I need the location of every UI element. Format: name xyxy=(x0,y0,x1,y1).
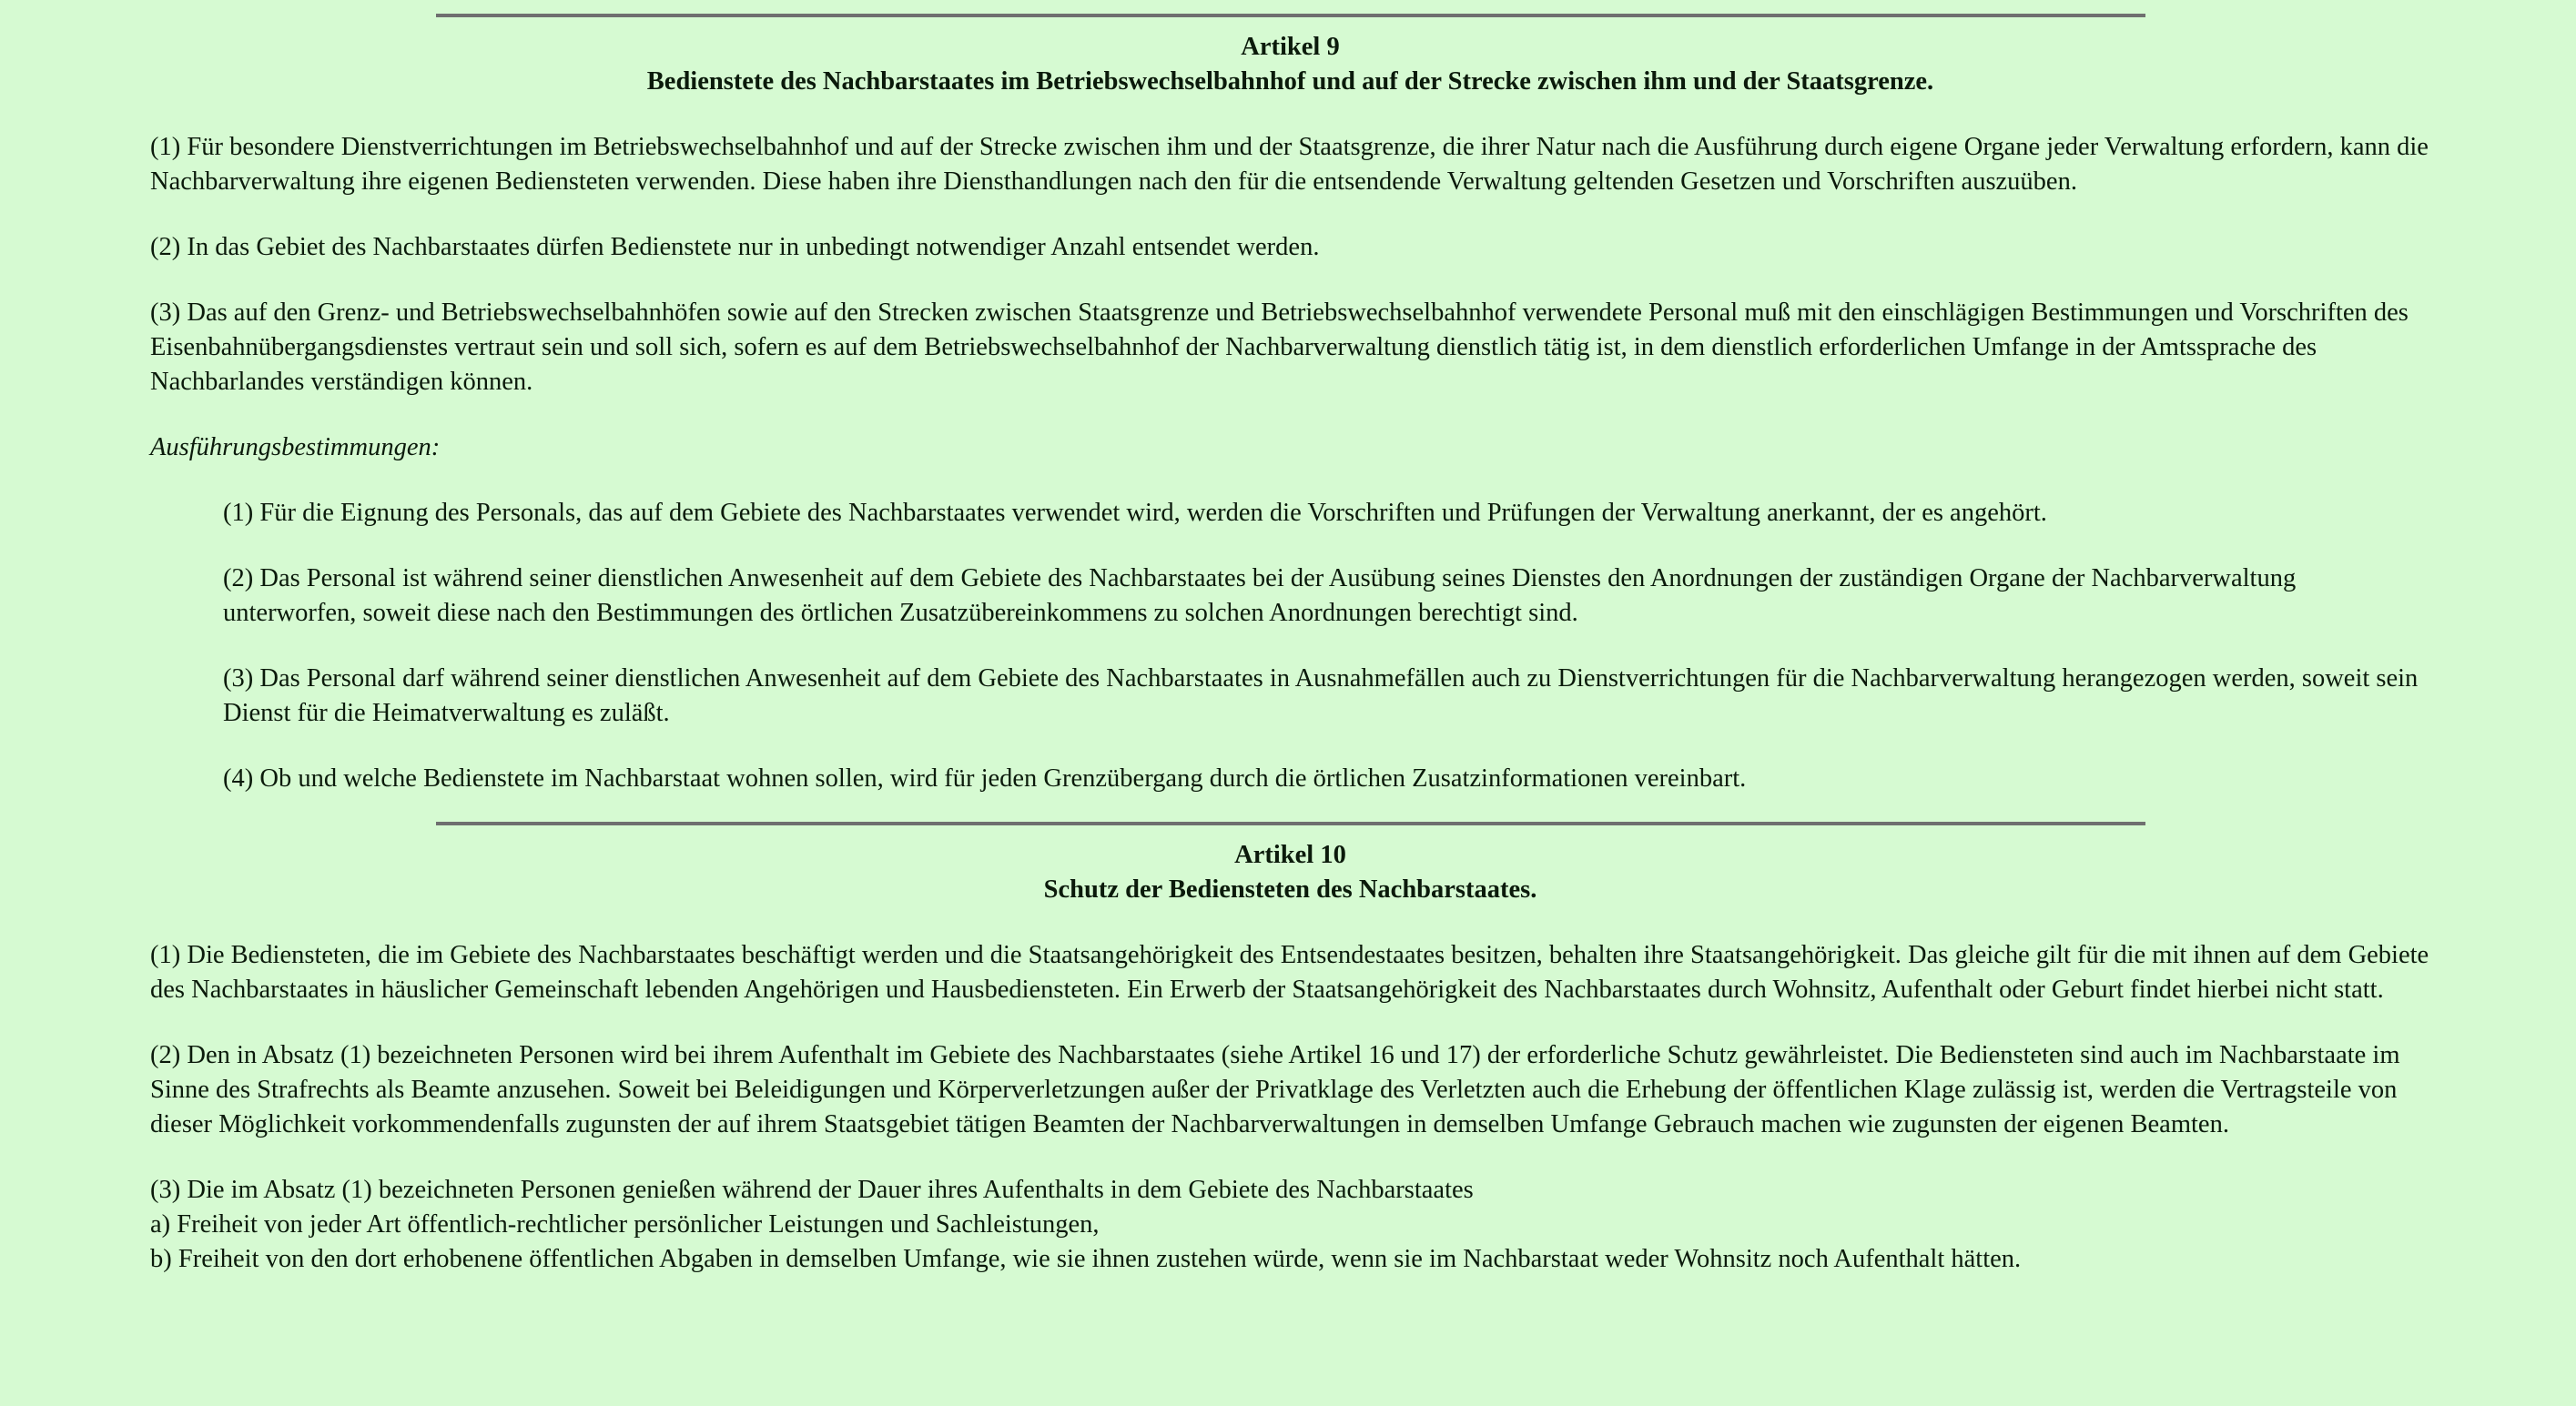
provisions-label: Ausführungsbestimmungen: xyxy=(150,433,441,461)
article-10-paragraph-2: (2) Den in Absatz (1) bezeichneten Personen wird bei ihrem Aufenthalt im Gebiete des Nachbarstaates (siehe Artikel 16 und 17) der erforderliche Schutz gewährleistet. Die Bediensteten sind auch im Nachbarstaate im Sinne des Strafrechts als Beamte anzusehen. Soweit bei Beleidigungen und Körperverletzungen außer der Privatklage des Verletzten auch die Erhebung der öffentlichen Klage zulässig ist, werden die Vertragsteile von dieser Möglichkeit vorkommendenfalls zugunsten der auf ihrem Staatsgebiet tätigen Beamten der Nachbarverwaltungen in demselben Umfange Gebrauch machen wie zugunsten der eigenen Beamten. xyxy=(150,1041,2400,1138)
document-page xyxy=(0,14,2576,1406)
article-9-heading xyxy=(150,30,2430,99)
article-9-paragraph-1: (1) Für besondere Dienstverrichtungen im Betriebswechselbahnhof und auf der Strecke zwischen ihm und der Staatsgrenze, die ihrer Natur nach die Ausführung durch eigene Organe jeder Verwaltung erfordern, kann die Nachbarverwaltung ihre eigenen Bediensteten verwenden. Diese haben ihre Diensthandlungen nach den für die entsendende Verwaltung geltenden Gesetzen und Vorschriften auszuüben. xyxy=(150,133,2429,196)
provision-2: (2) Das Personal ist während seiner dienstlichen Anwesenheit auf dem Gebiete des Nachbarstaates bei der Ausübung seines Dienstes den Anordnungen der zuständigen Organe der Nachbarverwaltung unterworfen, soweit diese nach den Bestimmungen des örtlichen Zusatzübereinkommens zu solchen Anordnungen berechtigt sind. xyxy=(223,564,2297,627)
divider-top xyxy=(436,14,2145,17)
provision-4: (4) Ob und welche Bedienstete im Nachbarstaat wohnen sollen, wird für jeden Grenzübergang durch die örtlichen Zusatzinformationen vereinbart. xyxy=(223,764,1747,793)
article-9-title: Bedienstete des Nachbarstaates im Betriebswechselbahnhof und auf der Strecke zwischen ihm und der Staatsgrenze. xyxy=(646,67,1934,96)
paragraph-3-item-b: b) Freiheit von den dort erhobenene öffentlichen Abgaben in demselben Umfange, wie sie ihnen zustehen würde, wenn sie im Nachbarstaat weder Wohnsitz noch Aufenthalt hätten. xyxy=(150,1245,2022,1273)
paragraph-3-item-a: a) Freiheit von jeder Art öffentlich-rechtlicher persönlicher Leistungen und Sachleistungen, xyxy=(150,1210,1100,1239)
article-10-paragraph-3 xyxy=(150,1173,2430,1277)
provision-3: (3) Das Personal darf während seiner dienstlichen Anwesenheit auf dem Gebiete des Nachbarstaates in Ausnahmefällen auch zu Dienstverrichtungen für die Nachbarverwaltung herangezogen werden, soweit sein Dienst für die Heimatverwaltung es zuläßt. xyxy=(223,664,2419,727)
paragraph-3-intro: (3) Die im Absatz (1) bezeichneten Personen genießen während der Dauer ihres Aufenthalts in dem Gebiete des Nachbarstaates xyxy=(150,1176,1474,1204)
article-9-number: Artikel 9 xyxy=(1241,33,1340,61)
article-9-paragraph-2: (2) In das Gebiet des Nachbarstaates dürfen Bedienstete nur in unbedingt notwendiger Anzahl entsendet werden. xyxy=(150,233,1320,261)
divider-middle xyxy=(436,822,2145,825)
article-10-paragraph-1: (1) Die Bediensteten, die im Gebiete des Nachbarstaates beschäftigt werden und die Staatsangehörigkeit des Entsendestaates besitzen, behalten ihre Staatsangehörigkeit. Das gleiche gilt für die mit ihnen auf dem Gebiete des Nachbarstaates in häuslicher Gemeinschaft lebenden Angehörigen und Hausbediensteten. Ein Erwerb der Staatsangehörigkeit des Nachbarstaates durch Wohnsitz, Aufenthalt oder Geburt findet hierbei nicht statt. xyxy=(150,941,2429,1004)
article-10-number: Artikel 10 xyxy=(1234,841,1346,869)
provision-1: (1) Für die Eignung des Personals, das auf dem Gebiete des Nachbarstaates verwendet wird, werden die Vorschriften und Prüfungen der Verwaltung anerkannt, der es angehört. xyxy=(223,499,2047,527)
article-10-title: Schutz der Bediensteten des Nachbarstaates. xyxy=(1043,875,1537,904)
article-10-heading xyxy=(150,838,2430,907)
article-9-paragraph-3: (3) Das auf den Grenz- und Betriebswechselbahnhöfen sowie auf den Strecken zwischen Staatsgrenze und Betriebswechselbahnhof verwendete Personal muß mit den einschlägigen Bestimmungen und Vorschriften des Eisenbahnübergangsdienstes vertraut sein und soll sich, sofern es auf dem Betriebswechselbahnhof der Nachbarverwaltung dienstlich tätig ist, in dem dienstlich erforderlichen Umfange in der Amtssprache des Nachbarlandes verständigen können. xyxy=(150,298,2409,396)
